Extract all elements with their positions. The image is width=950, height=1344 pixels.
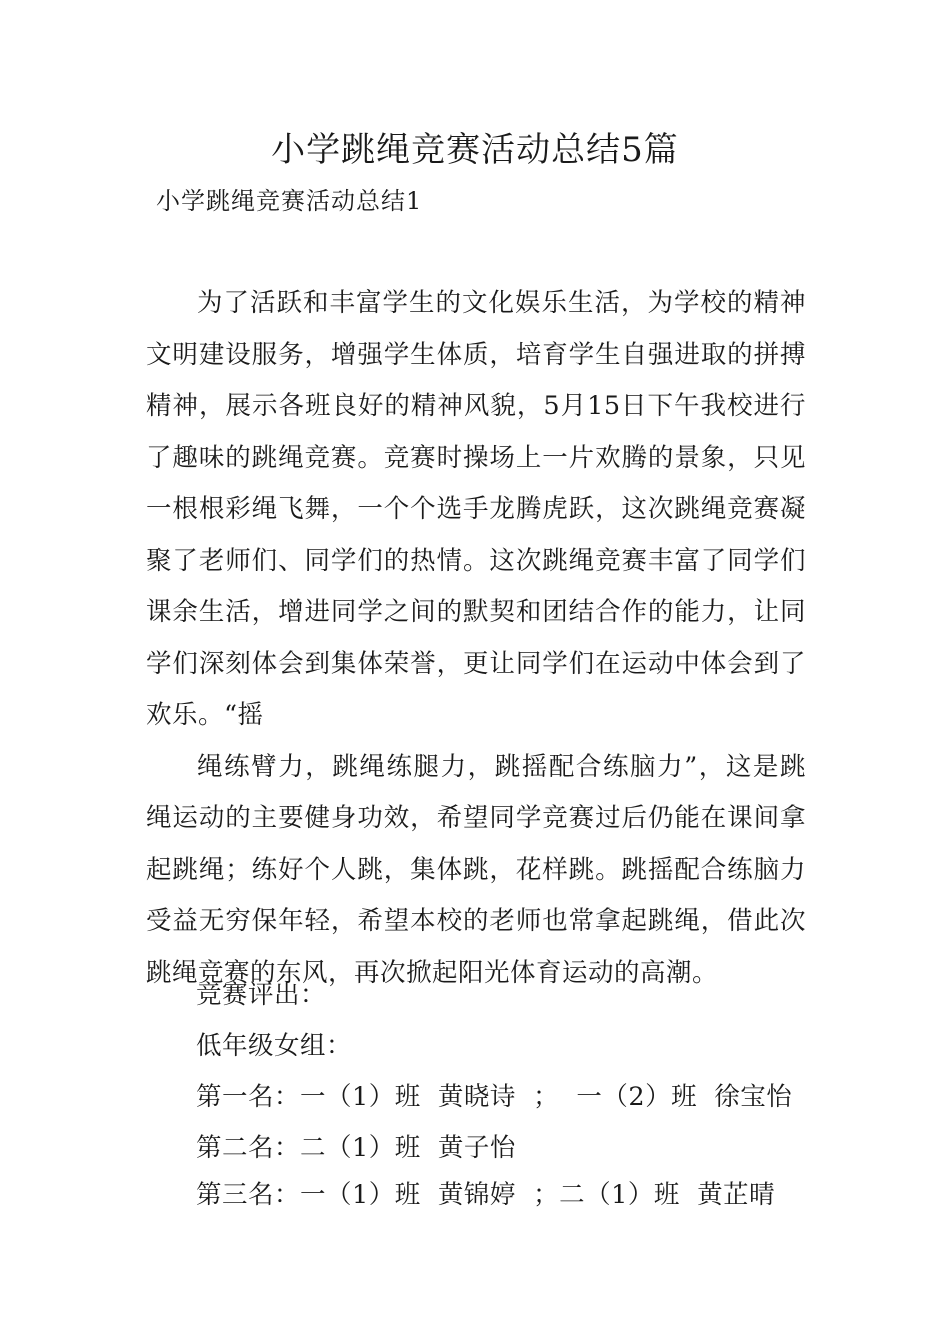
document-subtitle: 小学跳绳竞赛活动总结1	[156, 187, 423, 215]
document-title: 小学跳绳竞赛活动总结5篇	[271, 130, 679, 170]
results-first-place: 第一名：一（1）班 黄晓诗 ； 一（2）班 徐宝怡	[196, 1082, 793, 1112]
paragraph-intro: 为了活跃和丰富学生的文化娱乐生活，为学校的精神文明建设服务，增强学生体质，培育学生自强进取的拼搏精神，展示各班良好的精神风貌，5月15日下午我校进行了趣味的跳绳竞赛。竞赛时操场上一片欢腾的景象，只见一根根彩绳飞舞，一个个选手龙腾虎跃，这次跳绳竞赛凝聚了老师们、同学们的热情。这次跳绳竞赛丰富了同学们课余生活，增进同学之间的默契和团结合作的能力，让同学们深刻体会到集体荣誉，更让同学们在运动中体会到了欢乐。“摇	[146, 288, 806, 730]
results-group: 低年级女组：	[196, 1031, 353, 1061]
results-heading: 竞赛评出：	[196, 980, 327, 1010]
paragraph-benefits: 绳练臂力，跳绳练腿力，跳摇配合练脑力”，这是跳绳运动的主要健身功效，希望同学竞赛过后仍能在课间拿起跳绳；练好个人跳，集体跳，花样跳。跳摇配合练脑力受益无穷保年轻，希望本校的老师也常拿起跳绳，借此次跳绳竞赛的东风，再次掀起阳光体育运动的高潮。	[146, 751, 806, 988]
results-second-place: 第二名：二（1）班 黄子怡	[196, 1133, 516, 1163]
body-text	[146, 278, 806, 999]
results-third-place: 第三名：一（1）班 黄锦婷 ；二（1）班 黄芷晴	[196, 1180, 776, 1210]
